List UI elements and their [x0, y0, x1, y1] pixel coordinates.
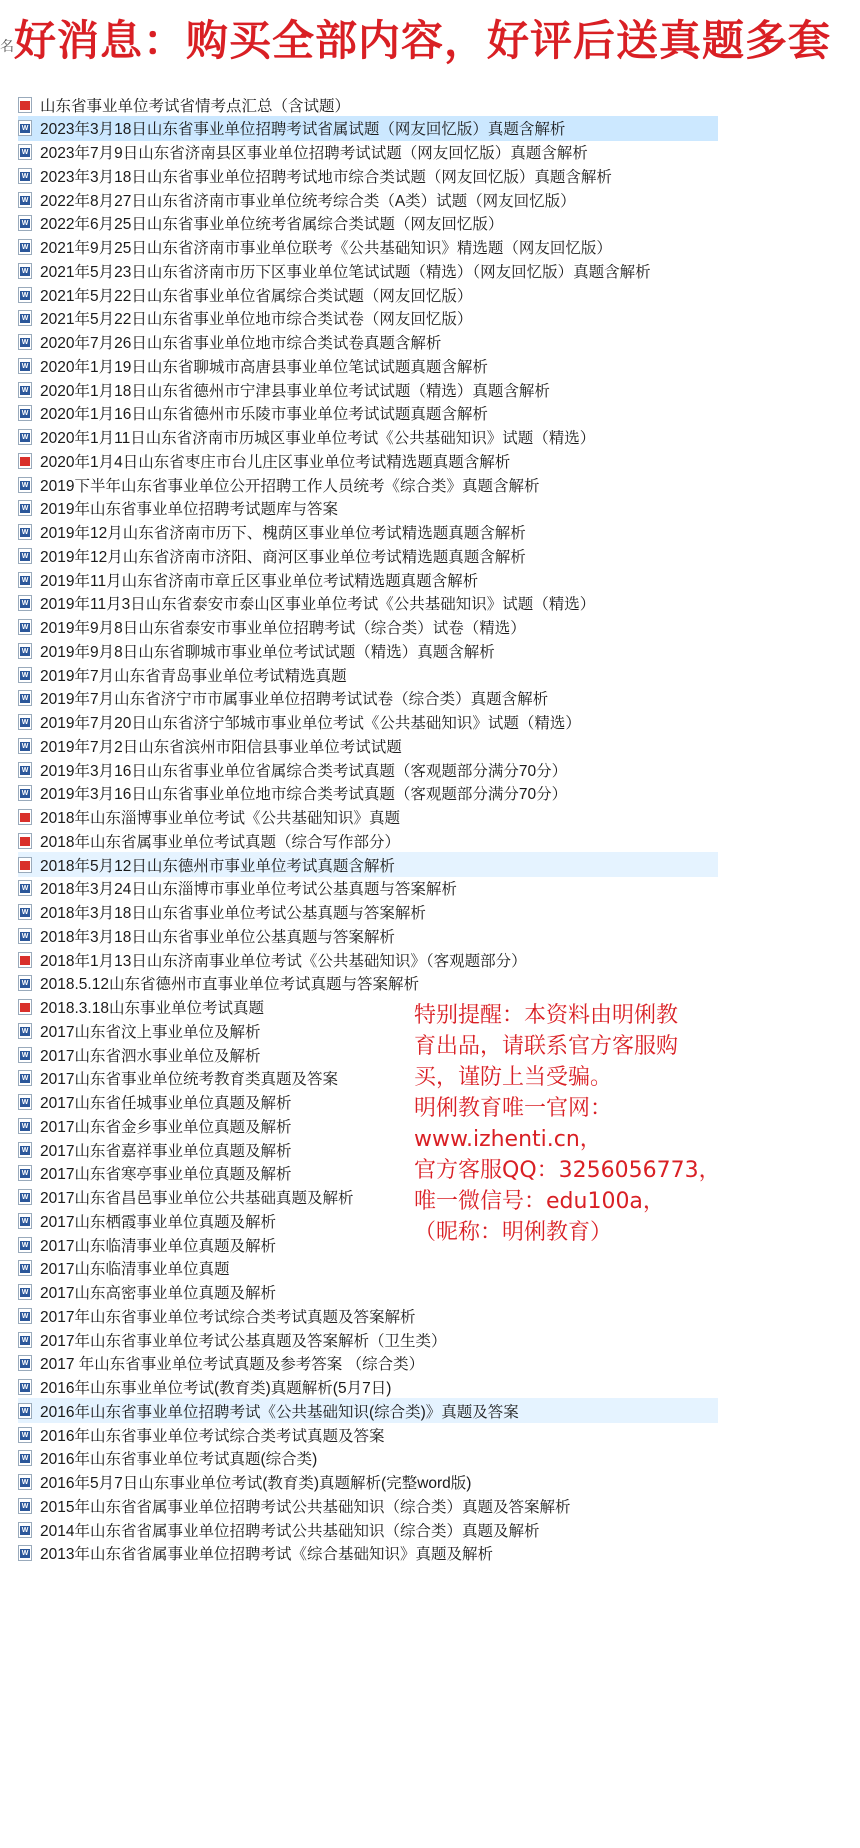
file-name: 2019年9月8日山东省聊城市事业单位考试试题（精选）真题含解析 [40, 643, 495, 661]
file-name: 2017山东高密事业单位真题及解析 [40, 1285, 276, 1302]
pdf-file-icon [18, 833, 32, 849]
file-row[interactable] [18, 900, 718, 925]
file-name: 2016年山东事业单位考试(教育类)真题解析(5月7日) [40, 1380, 392, 1397]
file-name: 2020年1月16日山东省德州市乐陵市事业单位考试试题真题含解析 [40, 406, 488, 424]
file-row[interactable] [18, 330, 718, 355]
file-name: 2017山东省嘉祥事业单位真题及解析 [40, 1142, 292, 1160]
word-file-icon [18, 975, 32, 991]
notice-line: 明俐教育唯一官网： [414, 1096, 613, 1121]
file-name: 2019年12月山东省济南市历下、槐荫区事业单位考试精选题真题含解析 [40, 525, 526, 542]
file-row[interactable] [18, 140, 718, 165]
file-row[interactable] [18, 282, 718, 307]
file-name: 2023年3月18日山东省事业单位招聘考试省属试题（网友回忆版）真题含解析 [40, 121, 566, 139]
file-row[interactable] [18, 567, 718, 592]
file-row[interactable] [18, 1541, 718, 1566]
file-name: 2016年5月7日山东事业单位考试(教育类)真题解析(完整word版) [40, 1475, 472, 1492]
file-row[interactable] [18, 472, 718, 497]
file-row[interactable] [18, 377, 718, 402]
word-file-icon [18, 1427, 32, 1443]
word-file-icon [18, 382, 32, 398]
file-name: 2017山东临清事业单位真题及解析 [40, 1237, 276, 1255]
file-name: 2019下半年山东省事业单位公开招聘工作人员统考《综合类》真题含解析 [40, 477, 540, 495]
word-file-icon [18, 500, 32, 516]
file-row[interactable] [18, 638, 718, 663]
file-name: 2017山东省金乡事业单位真题及解析 [40, 1118, 292, 1136]
file-name: 2018年3月18日山东省事业单位公基真题与答案解析 [40, 928, 395, 946]
file-row[interactable] [18, 1280, 718, 1305]
file-row[interactable] [18, 496, 718, 521]
notice-line: 特别提醒：本资料由明俐教 [414, 1003, 679, 1028]
file-row[interactable] [18, 92, 718, 117]
file-name: 2021年5月22日山东省事业单位地市综合类试卷（网友回忆版） [40, 311, 473, 329]
pdf-file-icon [18, 97, 32, 113]
file-name: 2018年山东淄博事业单位考试《公共基础知识》真题 [40, 810, 400, 827]
word-file-icon [18, 762, 32, 778]
word-file-icon [18, 1379, 32, 1395]
word-file-icon [18, 1189, 32, 1205]
pdf-file-icon [18, 952, 32, 968]
file-row[interactable] [18, 805, 718, 830]
word-file-icon [18, 168, 32, 184]
file-name: 2020年1月18日山东省德州市宁津县事业单位考试试题（精选）真题含解析 [40, 382, 550, 400]
file-name: 2017山东省事业单位统考教育类真题及答案 [40, 1071, 338, 1089]
file-row[interactable] [18, 1303, 718, 1328]
file-name: 2019年7月2日山东省滨州市阳信县事业单位考试试题 [40, 738, 402, 756]
file-name: 2023年7月9日山东省济南县区事业单位招聘考试试题（网友回忆版）真题含解析 [40, 145, 588, 162]
file-row[interactable] [18, 615, 718, 640]
word-file-icon [18, 1118, 32, 1134]
word-file-icon [18, 477, 32, 493]
file-row[interactable] [18, 1351, 718, 1376]
file-name: 2019年3月16日山东省事业单位省属综合类考试真题（客观题部分满分70分） [40, 762, 568, 780]
word-file-icon [18, 120, 32, 136]
word-file-icon [18, 1260, 32, 1276]
file-name: 2015年山东省省属事业单位招聘考试公共基础知识（综合类）真题及答案解析 [40, 1498, 571, 1516]
file-name: 2020年1月11日山东省济南市历城区事业单位考试《公共基础知识》试题（精选） [40, 430, 596, 447]
word-file-icon [18, 1047, 32, 1063]
word-file-icon [18, 239, 32, 255]
word-file-icon [18, 690, 32, 706]
notice-line: （昵称：明俐教育） [414, 1220, 613, 1245]
word-file-icon [18, 1142, 32, 1158]
file-name: 2019年9月8日山东省泰安市事业单位招聘考试（综合类）试卷（精选） [40, 620, 526, 637]
file-row[interactable] [18, 591, 718, 616]
file-name: 2021年9月25日山东省济南市事业单位联考《公共基础知识》精选题（网友回忆版） [40, 240, 612, 257]
word-file-icon [18, 904, 32, 920]
file-row[interactable] [18, 425, 718, 450]
file-name: 2019年7月山东省济宁市市属事业单位招聘考试试卷（综合类）真题含解析 [40, 691, 549, 709]
file-row[interactable] [18, 1375, 718, 1400]
word-file-icon [18, 1474, 32, 1490]
file-row[interactable] [18, 1493, 718, 1518]
word-file-icon [18, 667, 32, 683]
file-name: 2017山东省任城事业单位真题及解析 [40, 1095, 292, 1112]
file-name: 2021年5月23日山东省济南市历下区事业单位笔试试题（精选）（网友回忆版）真题含解析 [40, 263, 651, 281]
file-name: 2017年山东省事业单位考试公基真题及答案解析（卫生类） [40, 1332, 447, 1350]
file-name: 2019年11月3日山东省泰安市泰山区事业单位考试《公共基础知识》试题（精选） [40, 596, 596, 614]
word-file-icon [18, 1332, 32, 1348]
file-row[interactable] [18, 686, 718, 711]
word-file-icon [18, 1094, 32, 1110]
file-name: 2013年山东省省属事业单位招聘考试《综合基础知识》真题及解析 [40, 1546, 493, 1564]
word-file-icon [18, 524, 32, 540]
word-file-icon [18, 619, 32, 635]
word-file-icon [18, 1213, 32, 1229]
file-row[interactable] [18, 710, 718, 735]
file-row[interactable] [18, 781, 718, 806]
file-row[interactable] [18, 1327, 718, 1352]
file-name: 2017山东临清事业单位真题 [40, 1261, 230, 1279]
word-file-icon [18, 572, 32, 588]
column-header-name[interactable]: 名 [0, 39, 14, 55]
file-row[interactable] [18, 733, 718, 758]
word-file-icon [18, 1070, 32, 1086]
file-name: 2022年8月27日山东省济南市事业单位统考综合类（A类）试题（网友回忆版） [40, 192, 576, 210]
file-row[interactable] [18, 1470, 718, 1495]
file-row[interactable] [18, 235, 718, 260]
word-file-icon [18, 548, 32, 564]
word-file-icon [18, 880, 32, 896]
pdf-file-icon [18, 857, 32, 873]
word-file-icon [18, 738, 32, 754]
word-file-icon [18, 1403, 32, 1419]
word-file-icon [18, 263, 32, 279]
notice-line: 官方客服QQ：3256056773， [414, 1158, 721, 1183]
file-row[interactable] [18, 947, 718, 972]
file-name: 2019年12月山东省济南市济阳、商河区事业单位考试精选题真题含解析 [40, 548, 526, 566]
word-file-icon [18, 215, 32, 231]
word-file-icon [18, 1522, 32, 1538]
word-file-icon [18, 405, 32, 421]
file-name: 2019年3月16日山东省事业单位地市综合类考试真题（客观题部分满分70分） [40, 786, 568, 804]
word-file-icon [18, 1308, 32, 1324]
word-file-icon [18, 1165, 32, 1181]
file-name: 2023年3月18日山东省事业单位招聘考试地市综合类试题（网友回忆版）真题含解析 [40, 168, 612, 186]
file-name: 2020年1月19日山东省聊城市高唐县事业单位笔试试题真题含解析 [40, 358, 488, 376]
file-name: 山东省事业单位考试省情考点汇总（含试题） [40, 97, 351, 115]
file-name: 2017山东省泗水事业单位及解析 [40, 1047, 261, 1065]
word-file-icon [18, 310, 32, 326]
word-file-icon [18, 1498, 32, 1514]
file-name: 2016年山东省事业单位招聘考试《公共基础知识(综合类)》真题及答案 [40, 1403, 519, 1421]
file-row[interactable] [18, 1398, 718, 1423]
file-name: 2018年3月18日山东省事业单位考试公基真题与答案解析 [40, 905, 426, 922]
file-name: 2019年11月山东省济南市章丘区事业单位考试精选题真题含解析 [40, 572, 479, 590]
notice-box [414, 1000, 834, 1248]
file-name: 2016年山东省事业单位考试真题(综合类) [40, 1451, 318, 1469]
file-row[interactable] [18, 520, 718, 545]
file-row[interactable] [18, 662, 718, 687]
file-row[interactable] [18, 258, 718, 283]
word-file-icon [18, 192, 32, 208]
file-row[interactable] [18, 543, 718, 568]
file-name: 2021年5月22日山东省事业单位省属综合类试题（网友回忆版） [40, 287, 473, 305]
word-file-icon [18, 1023, 32, 1039]
file-row[interactable] [18, 1446, 718, 1471]
file-name: 2018.5.12山东省德州市直事业单位考试真题与答案解析 [40, 976, 419, 994]
word-file-icon [18, 429, 32, 445]
file-row[interactable] [18, 852, 718, 877]
promo-banner [0, 0, 860, 80]
word-file-icon [18, 1355, 32, 1371]
file-row[interactable] [18, 448, 718, 473]
file-row[interactable] [18, 163, 718, 188]
file-row[interactable] [18, 876, 718, 901]
file-name: 2017山东省寒亭事业单位真题及解析 [40, 1166, 292, 1184]
file-row[interactable] [18, 828, 718, 853]
word-file-icon [18, 1284, 32, 1300]
file-name: 2018.3.18山东事业单位考试真题 [40, 1000, 264, 1017]
file-row[interactable] [18, 757, 718, 782]
word-file-icon [18, 785, 32, 801]
file-name: 2022年6月25日山东省事业单位统考省属综合类试题（网友回忆版） [40, 216, 504, 234]
file-row[interactable] [18, 306, 718, 331]
pdf-file-icon [18, 809, 32, 825]
file-name: 2018年5月12日山东德州市事业单位考试真题含解析 [40, 857, 395, 875]
file-row[interactable] [18, 1256, 718, 1281]
word-file-icon [18, 1237, 32, 1253]
pdf-file-icon [18, 453, 32, 469]
file-row[interactable] [18, 187, 718, 212]
word-file-icon [18, 595, 32, 611]
file-row[interactable] [18, 401, 718, 426]
file-name: 2017山东栖霞事业单位真题及解析 [40, 1213, 276, 1231]
word-file-icon [18, 1450, 32, 1466]
word-file-icon [18, 714, 32, 730]
file-row[interactable] [18, 1422, 718, 1447]
file-name: 2016年山东省事业单位考试综合类考试真题及答案 [40, 1427, 385, 1445]
file-row[interactable] [18, 971, 718, 996]
file-name: 2018年1月13日山东济南事业单位考试《公共基础知识》（客观题部分） [40, 952, 527, 970]
word-file-icon [18, 1545, 32, 1561]
file-name: 2018年山东省属事业单位考试真题（综合写作部分） [40, 833, 400, 851]
file-name: 2017山东省昌邑事业单位公共基础真题及解析 [40, 1190, 354, 1207]
word-file-icon [18, 358, 32, 374]
file-name: 2020年7月26日山东省事业单位地市综合类试卷真题含解析 [40, 335, 442, 352]
file-name: 2017 年山东省事业单位考试真题及参考答案 （综合类） [40, 1356, 425, 1374]
file-name: 2019年山东省事业单位招聘考试题库与答案 [40, 501, 338, 519]
notice-line: 买，谨防上当受骗。 [414, 1065, 613, 1090]
file-row[interactable] [18, 1517, 718, 1542]
word-file-icon [18, 287, 32, 303]
word-file-icon [18, 334, 32, 350]
word-file-icon [18, 144, 32, 160]
file-name: 2017山东省汶上事业单位及解析 [40, 1023, 261, 1041]
file-row[interactable] [18, 353, 718, 378]
file-name: 2014年山东省省属事业单位招聘考试公共基础知识（综合类）真题及解析 [40, 1522, 540, 1540]
file-row[interactable] [18, 923, 718, 948]
file-name: 2018年3月24日山东淄博市事业单位考试公基真题与答案解析 [40, 881, 457, 899]
file-row[interactable] [18, 211, 718, 236]
file-name: 2019年7月20日山东省济宁邹城市事业单位考试《公共基础知识》试题（精选） [40, 715, 581, 732]
notice-line: www.izhenti.cn， [414, 1127, 602, 1152]
file-name: 2017年山东省事业单位考试综合类考试真题及答案解析 [40, 1308, 416, 1326]
banner-title: 好消息：购买全部内容，好评后送真题多套 [14, 16, 832, 65]
pdf-file-icon [18, 999, 32, 1015]
word-file-icon [18, 643, 32, 659]
notice-line: 唯一微信号：edu100a， [414, 1189, 665, 1214]
file-name: 2019年7月山东省青岛事业单位考试精选真题 [40, 667, 347, 685]
file-row[interactable] [18, 116, 718, 141]
file-name: 2020年1月4日山东省枣庄市台儿庄区事业单位考试精选题真题含解析 [40, 453, 511, 471]
notice-line: 育出品，请联系官方客服购 [414, 1034, 679, 1059]
word-file-icon [18, 928, 32, 944]
